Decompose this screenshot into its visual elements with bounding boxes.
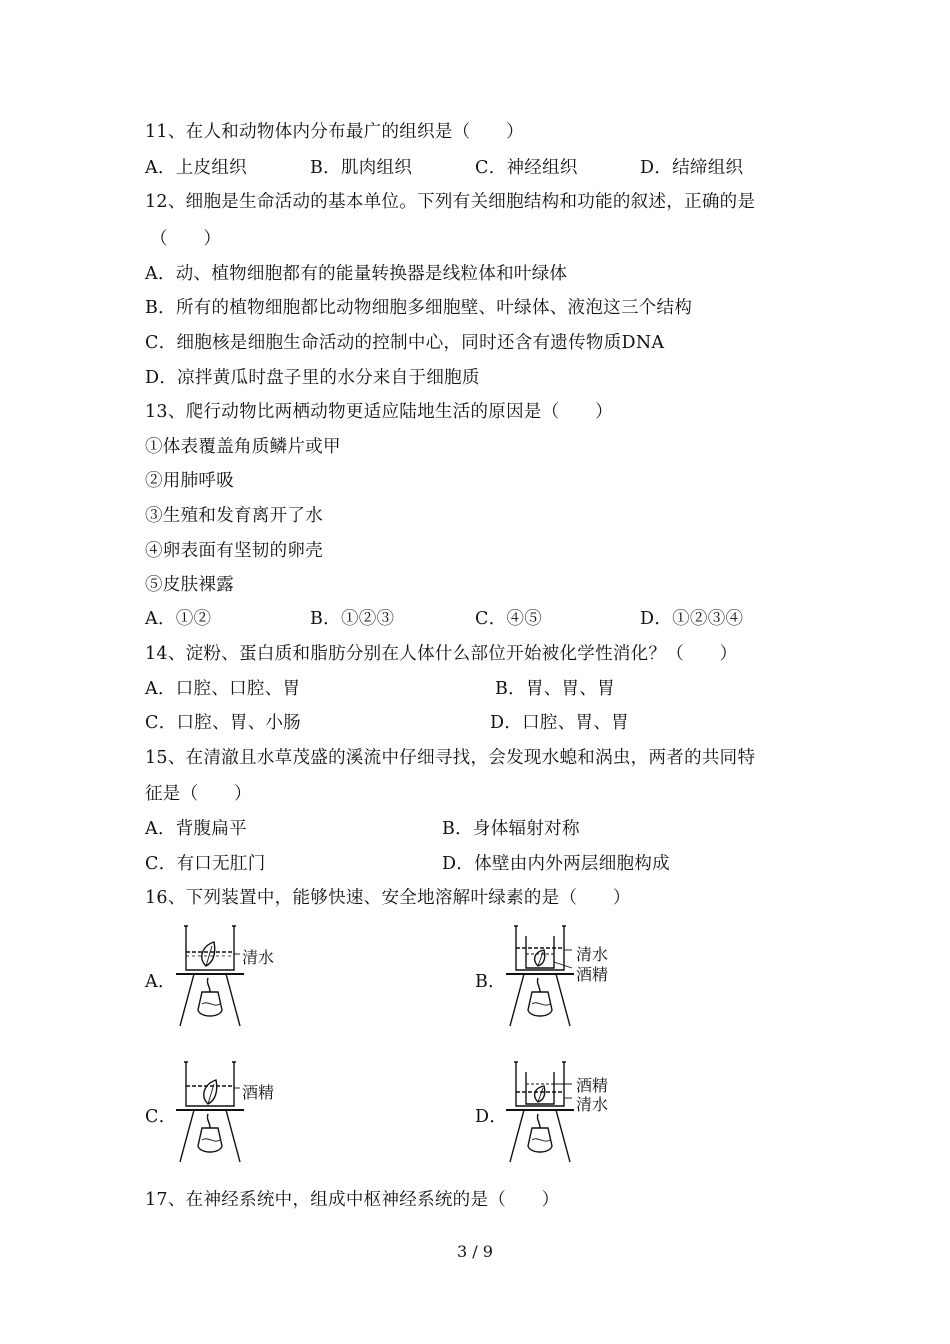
q13-option-b: B．①②③: [310, 609, 395, 629]
q16-option-a: A．: [145, 972, 176, 992]
figure-c-apparatus: [172, 1058, 282, 1168]
q16-option-d: D．: [475, 1107, 508, 1127]
q14-option-d: D．口腔、胃、胃: [490, 713, 629, 733]
q12-stem-line2: （ ）: [150, 229, 222, 249]
q15-option-d: D．体壁由内外两层细胞构成: [442, 854, 670, 874]
q11-stem: 11、在人和动物体内分布最广的组织是（ ）: [145, 122, 524, 142]
q12-stem-line1: 12、细胞是生命活动的基本单位。下列有关细胞结构和功能的叙述，正确的是: [145, 192, 756, 212]
q15-option-b: B．身体辐射对称: [442, 819, 580, 839]
q16-option-b: B．: [475, 972, 506, 992]
page-number: 3 / 9: [457, 1242, 493, 1261]
q13-item-2: ②用肺呼吸: [145, 471, 234, 491]
q13-item-5: ⑤皮肤裸露: [145, 575, 234, 595]
q14-stem: 14、淀粉、蛋白质和脂肪分别在人体什么部位开始被化学性消化？（ ）: [145, 644, 738, 664]
q15-option-a: A．背腹扁平: [145, 819, 247, 839]
q12-option-d: D．凉拌黄瓜时盘子里的水分来自于细胞质: [145, 368, 480, 388]
q11-option-a: A．上皮组织: [145, 158, 247, 178]
q13-option-c: C．④⑤: [475, 609, 543, 629]
q13-stem: 13、爬行动物比两栖动物更适应陆地生活的原因是（ ）: [145, 402, 613, 422]
q13-option-d: D．①②③④: [640, 609, 744, 629]
q12-option-a: A．动、植物细胞都有的能量转换器是线粒体和叶绿体: [145, 264, 568, 284]
q12-option-c: C．细胞核是细胞生命活动的控制中心，同时还含有遗传物质DNA: [145, 333, 665, 353]
q14-option-a: A．口腔、口腔、胃: [145, 679, 301, 699]
q11-option-c: C．神经组织: [475, 158, 578, 178]
figure-d-label-2: 清水: [576, 1095, 609, 1114]
q13-item-4: ④卵表面有坚韧的卵壳: [145, 541, 323, 561]
figure-a-apparatus: [172, 922, 282, 1032]
q16-stem: 16、下列装置中，能够快速、安全地溶解叶绿素的是（ ）: [145, 888, 631, 908]
q13-item-3: ③生殖和发育离开了水: [145, 506, 323, 526]
q12-option-b: B．所有的植物细胞都比动物细胞多细胞壁、叶绿体、液泡这三个结构: [145, 298, 693, 318]
q11-option-b: B．肌肉组织: [310, 158, 413, 178]
figure-a-label-1: 清水: [242, 948, 275, 967]
figure-b-label-2: 酒精: [576, 965, 609, 984]
q14-option-b: B．胃、胃、胃: [495, 679, 615, 699]
q13-item-1: ①体表覆盖角质鳞片或甲: [145, 437, 341, 457]
q16-option-c: C．: [145, 1107, 177, 1127]
figure-b-label-1: 清水: [576, 945, 609, 964]
q11-option-d: D．结缔组织: [640, 158, 744, 178]
q17-stem: 17、在神经系统中，组成中枢神经系统的是（ ）: [145, 1190, 560, 1210]
q15-stem-line1: 15、在清澈且水草茂盛的溪流中仔细寻找，会发现水螅和涡虫，两者的共同特: [145, 748, 756, 768]
q13-option-a: A．①②: [145, 609, 212, 629]
q15-stem-line2: 征是（ ）: [145, 784, 252, 804]
figure-c-label-1: 酒精: [242, 1083, 275, 1102]
q15-option-c: C．有口无肛门: [145, 854, 266, 874]
figure-d-label-1: 酒精: [576, 1076, 609, 1095]
q14-option-c: C．口腔、胃、小肠: [145, 713, 302, 733]
